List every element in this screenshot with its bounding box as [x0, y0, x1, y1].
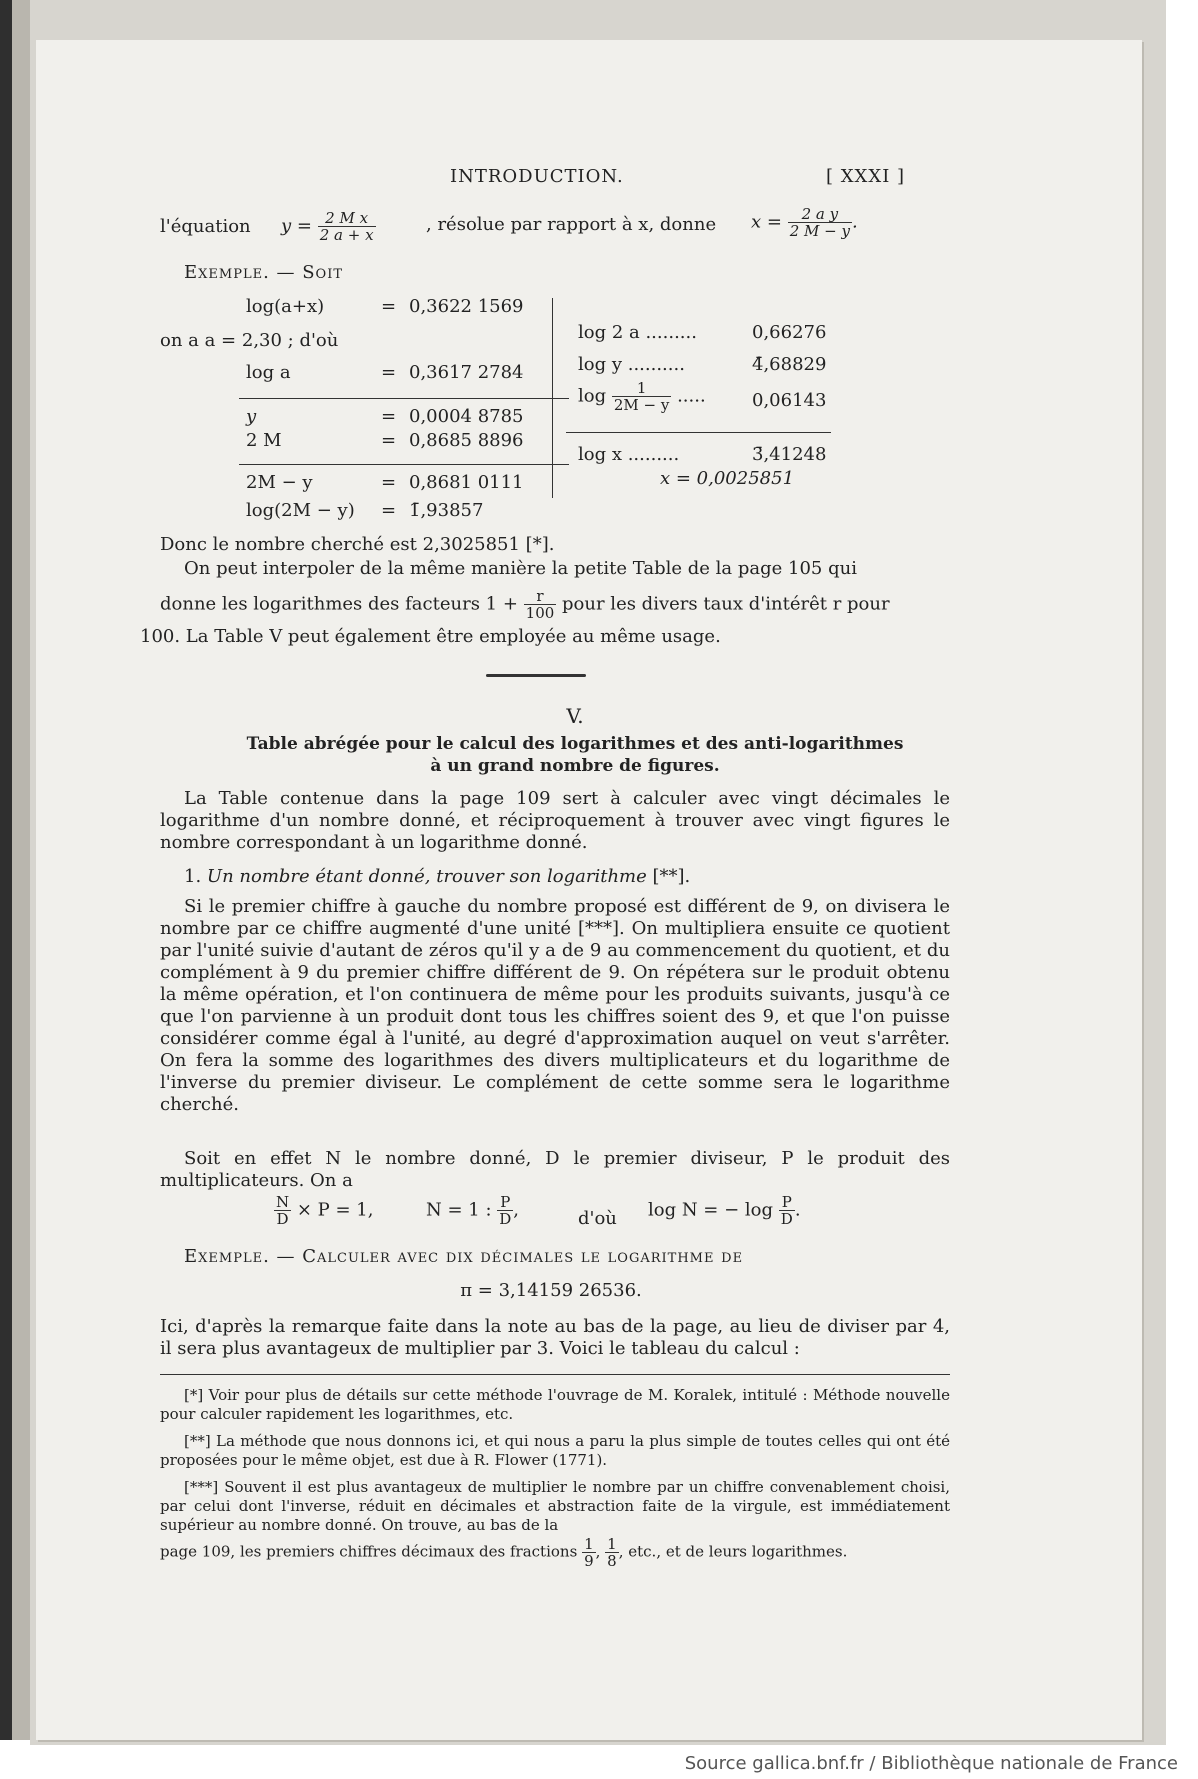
- example2-value: π = 3,14159 26536.: [460, 1280, 642, 1301]
- column-separator: [552, 298, 553, 498]
- calc-label: log 2 a .........: [578, 322, 697, 343]
- example1-label: Exemple. — Soit: [184, 262, 344, 283]
- footnote-rule: [160, 1374, 950, 1375]
- section-ornament: [486, 674, 586, 677]
- calc-value: 0,0004 8785: [409, 406, 524, 427]
- footnote-3-end: page 109, les premiers chiffres décimaux des fractions $\frac{1}{9}$ , $\frac{1}{8}$ , etc., et de leurs logarithmes.: [160, 1535, 848, 1570]
- calc-value: 3̄,41248: [752, 444, 827, 465]
- scan-binding-edge: [0, 0, 12, 1740]
- paragraph: La Table contenue dans la page 109 sert à calculer avec vingt décimales le logarithme d'un nombre donné, et réciproquement à trouver avec vingt figures le nombre correspondant à un logarithme donné.: [160, 788, 950, 853]
- book-page: [36, 40, 1142, 1740]
- section-title-line2: à un grand nombre de figures.: [430, 756, 720, 776]
- equation-lead: l'équation: [160, 216, 251, 237]
- calc-value: 0,8685 8896: [409, 430, 524, 451]
- formula-part: log N = − log $\frac{P}{D}$ .: [648, 1193, 801, 1228]
- calc-eq: =: [381, 430, 397, 451]
- footnote-2: [**] La méthode que nous donnons ici, et qui nous a paru la plus simple de toutes celles qui ont été proposées pour le même objet, est due à R. Flower (1771).: [160, 1432, 950, 1469]
- equation-mid: , résolue par rapport à x, donne: [426, 214, 717, 235]
- section-numeral: V.: [566, 704, 584, 728]
- equation-x: x = $\frac{\text{2 a y}}{2 M - y}$ .: [751, 205, 858, 240]
- formula-part: N = 1 : $\frac{P}{D}$ ,: [426, 1193, 520, 1228]
- paragraph: Ici, d'après la remarque faite dans la note au bas de la page, au lieu de diviser par 4, il sera plus avantageux de multiplier par 3. Voici le tableau du calcul :: [160, 1316, 950, 1359]
- calc-label: log a: [246, 362, 291, 383]
- calc-label: log(2M − y): [246, 500, 355, 521]
- calc-eq: =: [381, 362, 397, 383]
- calc-label: log y ..........: [578, 354, 685, 375]
- calc-label: y: [246, 406, 257, 427]
- calc-value: 0,06143: [752, 390, 827, 411]
- scan-binding-shadow: [12, 0, 30, 1740]
- calc-eq: =: [381, 296, 397, 317]
- calc-value: 0,3617 2784: [409, 362, 524, 383]
- calc-value: 0,66276: [752, 322, 827, 343]
- calc-value: 0,8681 0111: [409, 472, 524, 493]
- calc-eq: =: [381, 472, 397, 493]
- calc-label: log x .........: [578, 444, 680, 465]
- calc-rule: [566, 432, 831, 433]
- calc-eq: =: [381, 406, 397, 427]
- item-heading: 1. Un nombre étant donné, trouver son logarithme [**].: [184, 866, 691, 887]
- calc-result: x = 0,0025851: [660, 468, 795, 489]
- paragraph-line: On peut interpoler de la même manière la petite Table de la page 105 qui: [184, 558, 857, 579]
- running-header-title: INTRODUCTION.: [450, 166, 624, 187]
- calc-eq: =: [381, 500, 397, 521]
- paragraph-line: 100. La Table V peut également être employée au même usage.: [140, 626, 721, 647]
- calc-rule: [239, 464, 569, 465]
- calc-label: 2M − y: [246, 472, 313, 493]
- source-attribution: Source gallica.bnf.fr / Bibliothèque nationale de France: [684, 1753, 1178, 1774]
- calc-label: log(a+x): [246, 296, 325, 317]
- paragraph-line: donne les logarithmes des facteurs 1 + $\frac{r}{100}$ pour les divers taux d'intérêt r pour: [160, 587, 890, 622]
- equation-y: y = $\frac{\text{2 M x}}{2 a + x}$: [281, 209, 374, 244]
- example2-label: Exemple. — Calculer avec dix décimales le logarithme de: [184, 1246, 744, 1267]
- page-number: [ XXXI ]: [826, 166, 906, 187]
- formula-part: d'où: [578, 1208, 617, 1229]
- footnote-1: [*] Voir pour plus de détails sur cette méthode l'ouvrage de M. Koralek, intitulé : Méthode nouvelle pour calculer rapidement les logarithmes, etc.: [160, 1386, 950, 1423]
- section-title-line1: Table abrégée pour le calcul des logarithmes et des anti-logarithmes: [246, 734, 904, 754]
- calc-value: 0,3622 1569: [409, 296, 524, 317]
- calc-label: 2 M: [246, 430, 282, 451]
- formula-part: $\frac{N}{D}$ × P = 1,: [276, 1193, 374, 1228]
- conclusion-line: Donc le nombre cherché est 2,3025851 [*].: [160, 534, 555, 555]
- footnote-3: [***] Souvent il est plus avantageux de multiplier le nombre par un chiffre convenablement choisi, par celui dont l'inverse, réduit en décimales et abstraction faite de la virgule, est immédiatement supérieur au nombre donné. On trouve, au bas de la: [160, 1478, 950, 1534]
- paragraph: Soit en effet N le nombre donné, D le premier diviseur, P le produit des multiplicateurs. On a: [160, 1148, 950, 1191]
- calc-note: on a a = 2,30 ; d'où: [160, 330, 339, 351]
- calc-value: 4̄,68829: [752, 354, 827, 375]
- paragraph: Si le premier chiffre à gauche du nombre proposé est différent de 9, on divisera le nombre par ce chiffre augmenté d'une unité [***]. On multipliera ensuite ce quotient par l'unité suivie d'autant de zéros qu'il y a de 9 au commencement du quotient, et du complément à 9 du premier chiffre différent de 9. On répétera sur le produit obtenu la même opération, et l'on continuera de même pour les produits suivants, jusqu'à ce que l'on parvienne à un produit dont tous les chiffres soient des 9, et que l'on puisse considérer comme égal à l'unité, au degré d'approximation auquel on veut s'arrêter. On fera la somme des logarithmes des divers multiplicateurs et du logarithme de l'inverse du premier diviseur. Le complément de cette somme sera le logarithme cherché.: [160, 896, 950, 1115]
- calc-value: 1̄,93857: [409, 500, 484, 521]
- calc-rule: [239, 398, 569, 399]
- calc-label: log $\frac{1}{2M - y}$ .....: [578, 379, 706, 414]
